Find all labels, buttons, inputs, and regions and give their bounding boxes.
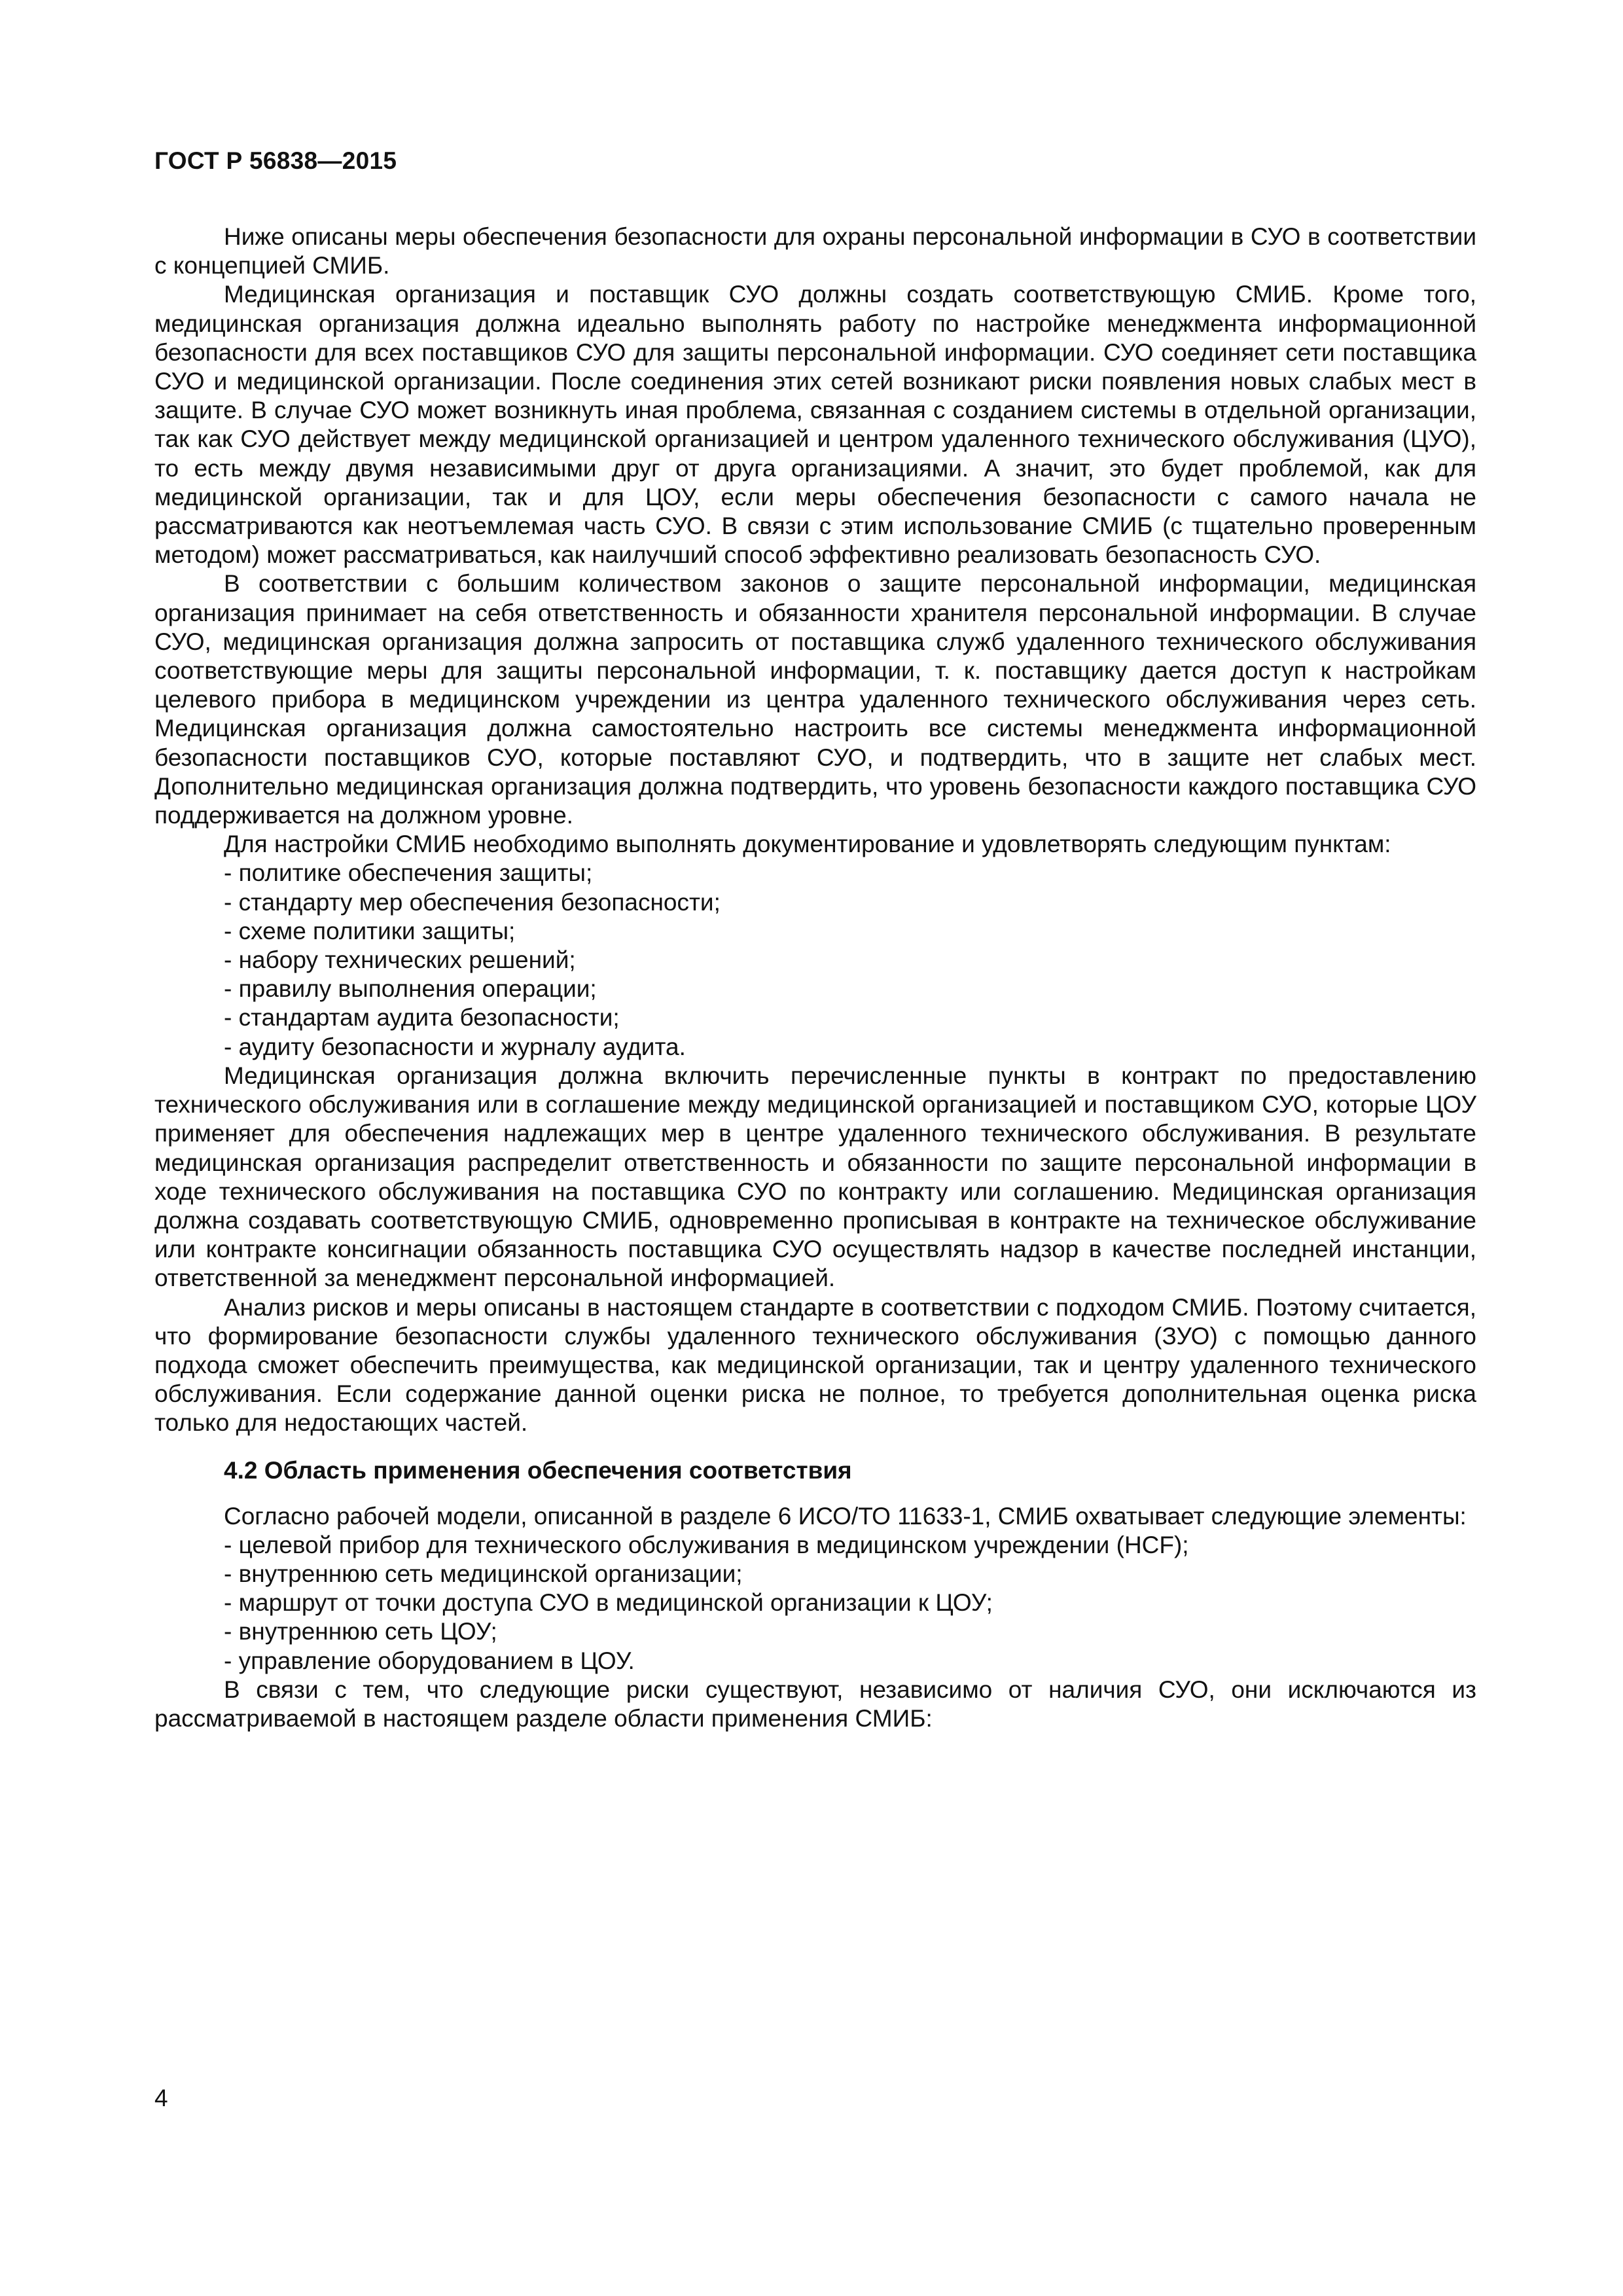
list-item: - стандарту мер обеспечения безопасности; [224,888,721,916]
documentation-list [154,859,1476,1061]
paragraph-documentation: Для настройки СМИБ необходимо выполнять документирование и удовлетворять следующим пунктам: [224,831,1391,858]
paragraph-contract: Медицинская организация должна включить перечисленные пункты в контракт по предоставлению технического обслуживания или в соглашение между медицинской организацией и поставщиком СУО, которые ЦОУ применяет для обеспечения надлежащих мер в центре удаленного технического обслуживания. В результате медицинская организация распределит ответственность и обязанности по защите персональной информации в ходе технического обслуживания на поставщика СУО по контракту или соглашению. Медицинская организация должна создавать соответствующую СМИБ, одновременно прописывая в контракте на техническое обслуживание или контракте консигнации обязанность поставщика СУО осуществлять надзор в качестве последней инстанции, ответственной за менеджмент персональной информацией. [154,1062,1476,1292]
paragraph-smib-creation: Медицинская организация и поставщик СУО должны создать соответствующую СМИБ. Кроме того, медицинская организация должна идеально выполнять работу по настройке менеджмента информационной безопасности для всех поставщиков СУО для защиты персональной информации. СУО соединяет сети поставщика СУО и медицинской организации. После соединения этих сетей возникают риски появления новых слабых мест в защите. В случае СУО может возникнуть иная проблема, связанная с созданием системы в отдельной организации, так как СУО действует между медицинской организацией и центром удаленного технического обслуживания (ЦУО), то есть между двумя независимыми друг от друга организациями. А значит, это будет проблемой, как для медицинской организации, так и для ЦОУ, если меры обеспечения безопасности с самого начала не рассматриваются как неотъемлемая часть СУО. В связи с этим использование СМИБ (с тщательно проверенным методом) может рассматриваться, как наилучший способ эффективно реализовать безопасность СУО. [154,281,1476,569]
list-item: - целевой прибор для технического обслуживания в медицинском учреждении (HCF); [224,1531,1189,1558]
list-item: - маршрут от точки доступа СУО в медицинской организации к ЦОУ; [224,1589,993,1617]
list-item: - стандартам аудита безопасности; [224,1004,620,1031]
list-item: - схеме политики защиты; [224,917,516,944]
document-body [154,223,1476,1733]
document-header: ГОСТ Р 56838—2015 [154,147,397,174]
paragraph-risk-analysis: Анализ рисков и меры описаны в настоящем стандарте в соответствии с подходом СМИБ. Поэтому считается, что формирование безопасности службы удаленного технического обслуживания (ЗУО) с помощью данного подхода сможет обеспечить преимущества, как медицинской организации, так и центру удаленного технического обслуживания. Если содержание данной оценки риска не полное, то требуется дополнительная оценка риска только для недостающих частей. [154,1293,1476,1437]
list-item: - внутреннюю сеть ЦОУ; [224,1618,497,1645]
list-item: - политике обеспечения защиты; [224,859,593,887]
paragraph-exclusions: В связи с тем, что следующие риски существуют, независимо от наличия СУО, они исключаются из рассматриваемой в настоящем разделе области применения СМИБ: [154,1676,1476,1732]
paragraph-laws: В соответствии с большим количеством законов о защите персональной информации, медицинская организация принимает на себя ответственность и обязанности хранителя персональной информации. В случае СУО, медицинская организация должна запросить от поставщика служб удаленного технического обслуживания соответствующие меры для защиты персональной информации, т. к. поставщику дается доступ к настройкам целевого прибора в медицинском учреждении из центра удаленного технического обслуживания через сеть. Медицинская организация должна самостоятельно настроить все системы менеджмента информационной безопасности поставщиков СУО, которые поставляют СУО, и подтвердить, что в защите нет слабых мест. Дополнительно медицинская организация должна подтвердить, что уровень безопасности каждого поставщика СУО поддерживается на должном уровне. [154,570,1476,829]
paragraph-scope: Согласно рабочей модели, описанной в разделе 6 ИСО/ТО 11633-1, СМИБ охватывает следующие элементы: [224,1502,1467,1530]
list-item: - набору технических решений; [224,946,576,974]
scope-elements-list [154,1531,1476,1676]
page-number: 4 [154,2085,168,2111]
list-item: - внутреннюю сеть медицинской организации; [224,1560,743,1587]
list-item: - правилу выполнения операции; [224,975,597,1003]
list-item: - аудиту безопасности и журналу аудита. [224,1033,686,1060]
list-item: - управление оборудованием в ЦОУ. [224,1647,635,1674]
paragraph-intro: Ниже описаны меры обеспечения безопасности для охраны персональной информации в СУО в соответствии с концепцией СМИБ. [154,223,1476,279]
section-heading: 4.2 Область применения обеспечения соответствия [224,1456,852,1484]
